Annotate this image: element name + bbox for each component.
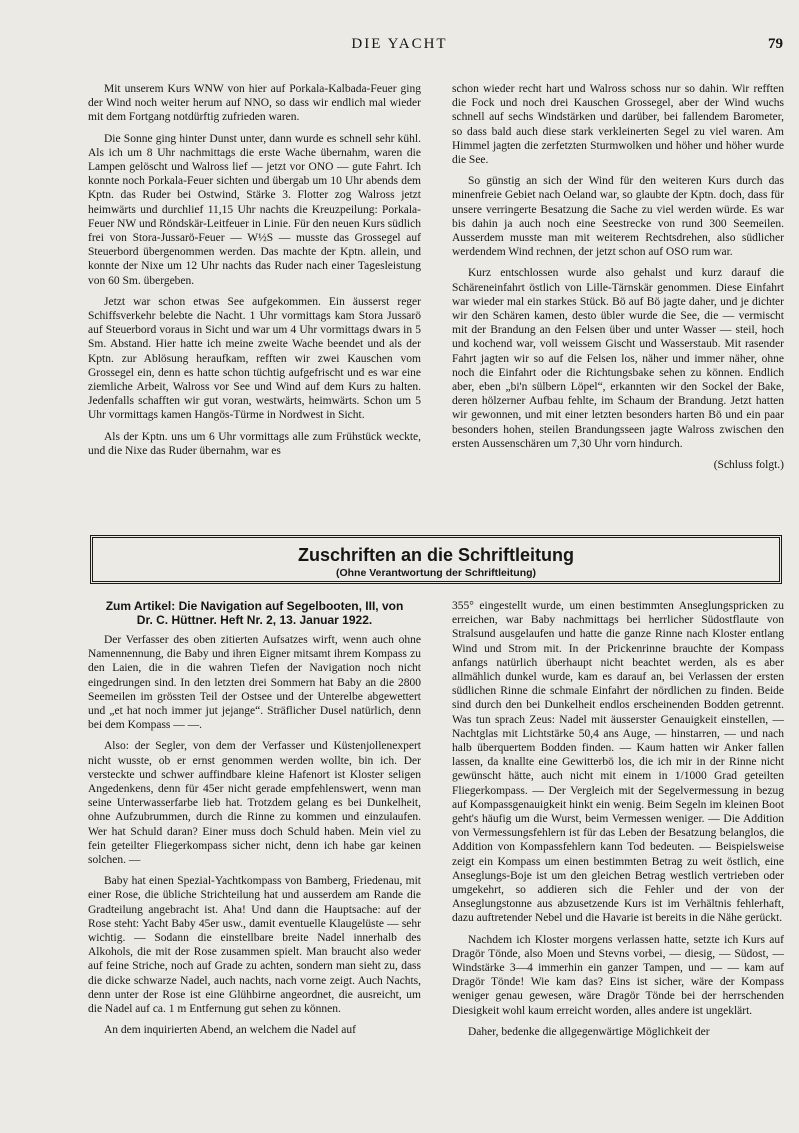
paragraph: Die Sonne ging hinter Dunst unter, dann wurde es schnell sehr kühl. Als ich um 8 Uhr nachmittags die erste Wache übernahm, waren die Lampen gelöscht und Walross lief — jetzt vor ONO — gute Fahrt. Ich konnte noch Porkala-Feuer sichten und übergab um 10 Uhr abends dem Kptn. das Ruder bei Ostwind, Stärke 3. Flotter zog Walross jetzt heimwärts und durchlief 11,15 Uhr nachts die Kreuzpeilung: Porkala-Feuer NW und Röndskär-Leitfeuer in Linie. Für den neuen Kurs südlich frei von Stora-Jussarö-Feuer — W½S — musste das Grossegel auf Steuerbord übergenommen werden. Das machte der Kptn. allein, und konnte der Nixe um 12 Uhr nachts das Ruder nach einer Tagesleistung von 60 Sm. übergeben. <box>88 132 421 287</box>
section-title: Zuschriften an die Schriftleitung <box>297 545 575 565</box>
paragraph: Baby hat einen Spezial-Yachtkompass von Bamberg, Friedenau, mit einer Rose, die übliche Strichteilung hat und ausserdem am Rande die Gradteilung angebracht ist. Aha! Und dann die Hauptsache: auf der Rose steht: Yacht Baby 45er usw., damit eventuelle Klaugelüste — sehr wichtig. — Sodann die einstellbare breite Nadel innerhalb des Alkohols, die mit der Rose zusammen spielt. Man braucht also weder auf feine Striche, noch auf Grade zu achten, sondern man sieht zu, dass die dicke schwarze Nadel, auch nachts, nach vorne zeigt. Auch Nachts, denn unter der Rose ist eine Glühbirne angeordnet, die ausreicht, um die Nadel auf ca. 1 m Entfernung gut sehen zu können. <box>88 875 421 1016</box>
article-heading-line: Zum Artikel: Die Navigation auf Segelbooten, III, von <box>105 599 404 613</box>
paragraph: Nachdem ich Kloster morgens verlassen hatte, setzte ich Kurs auf Dragör Tönde, also Moen und Stevns vorbei, — diesig, — Südost, — Windstärke 3—4 immerhin ein ganzer Tampen, und — — kam auf Dragör Tönde! Wie kam das? Eins ist sicher, wäre der Kompass weniger genau gewesen, wäre Dragör Tönde bei der herrschenden Diesigkeit wohl kaum erreicht worden, alles andere ist ungeklärt. <box>452 933 784 1017</box>
column-bottom-left <box>88 599 421 1044</box>
column-top-right <box>452 82 784 479</box>
paragraph: So günstig an sich der Wind für den weiteren Kurs durch das minenfreie Gebiet nach Oeland war, so glaubte der Kptn. doch, dass für unsere verringerte Besatzung die Sache zu viel werden würde. Es war bis dahin ja auch noch eine Seestrecke von rund 300 Seemeilen. Ausserdem musste man mit weiterem Rechtsdrehen, also südlicher werdendem Wind rechnen, der jetzt schon auf OSO rum war. <box>452 175 784 259</box>
paragraph: An dem inquirierten Abend, an welchem die Nadel auf <box>104 1024 356 1037</box>
section-subtitle: (Ohne Verantwortung der Schriftleitung) <box>335 567 537 579</box>
paragraph: Daher, bedenke die allgegenwärtige Möglichkeit der <box>468 1025 710 1038</box>
paragraph: Also: der Segler, von dem der Verfasser und Küstenjollenexpert nicht wusste, ob er ernst genommen werden wollte, bin ich. Der versteckte und schwer auffindbare kleine Hafenort ist Kloster seligen Angedenkens, denn für 45er nicht gerade empfehlenswert, wenn man seine Unterwasserfarbe lieb hat. Trotzdem gelang es bei Dunkelheit, ohne Aufzubrummen, durch die Rinne zu kommen und einzulaufen. Wer hat Schuld daran? Einer muss doch Schuld haben. Mein viel zu fein geteilter Fliegerkompass sicher nicht, denn ich habe gar keinen solchen. — <box>88 740 421 867</box>
article-heading-line: Dr. C. Hüttner. Heft Nr. 2, 13. Januar 1922. <box>136 613 373 627</box>
running-header-title: DIE YACHT <box>351 36 448 52</box>
page-number: 79 <box>768 36 783 52</box>
continued-note: (Schluss folgt.) <box>713 459 784 472</box>
column-top-left <box>88 82 421 465</box>
section-banner <box>90 535 782 584</box>
article-heading <box>88 599 421 627</box>
paragraph: schon wieder recht hart und Walross schoss nur so dahin. Wir refften die Fock und noch drei Kauschen Grossegel, aber der Wind wuchs schnell auf sechs Windstärken und darüber, bei fallendem Barometer, so dass bald auch diese stark verkleinerten Segel zu viel waren. Am Himmel jagten die zerfetzten Sturmwolken und höher und höher wurde die See. <box>452 83 784 167</box>
paragraph: Jetzt war schon etwas See aufgekommen. Ein äusserst reger Schiffsverkehr belebte die Nacht. 1 Uhr vormittags kam Stora Jussarö auf Steuerbord voraus in Sicht und war um 4 Uhr vormittags dwars in 5 Sm. Abstand. Hier hatte ich meine zweite Wache beendet und als der Kptn. zur Ablösung heraufkam, refften wir zwei Kauschen vom Grossegel ein, denn es hatte schon tüchtig aufgefrischt und es war eine ziemliche Arbeit, Walross vor See und Wind auf dem Kurs zu halten. Jedenfalls schafften wir gut voran, westwärts, heimwärts. Schon um 5 Uhr vormittags kamen Hangös-Türme in Nordwest in Sicht. <box>88 295 421 422</box>
paragraph: Mit unserem Kurs WNW von hier auf Porkala-Kalbada-Feuer ging der Wind noch weiter herum auf NNO, so dass wir endlich mal wieder mit dem Fortgang notdürftig zufrieden waren. <box>88 83 421 124</box>
paragraph: Der Verfasser des oben zitierten Aufsatzes wirft, wenn auch ohne Namennennung, die Baby und ihren Eigner mitsamt ihrem Kompass zu den Laien, die in die wahren Tiefen der Navigation noch nicht eingedrungen sind. In den letzten drei Sommern hat Baby an die 2800 Seemeilen im grössten Teil der Ostsee und der Unterelbe abgewettert und „et hat noch immer jut jejange“. Sträflicher Dusel natürlich, denn bei dem Kompass — —. <box>88 634 421 732</box>
paragraph: 355° eingestellt wurde, um einen bestimmten Anseglungspricken zu erreichen, war Baby nachmittags bei herrlicher Südostflaute von Stralsund ausgelaufen und hatte die ganze Rinne nach Kloster entlang Wind und Strom mit. In der Prickenrinne brauchte der Kompass anfangs natürlich überhaupt nicht beachtet werden, als es aber allmählich dunkel wurde, kam es darauf an, bei Verlassen der ersten südlichen Rinne die schmale Einfahrt der nördlichen zu finden. Beide sind durch den bei Dunkelheit endlos erscheinenden Bodden getrennt. Was tun sprach Zeus: Nadel mit äusserster Genauigkeit einstellen, — Nachtglas mit Lichtstärke 50,4 ans Auge, — hinstarren, — und nach halb überquertem Bodden finden. — Kaum hatten wir Anker fallen lassen, da knallte eine Gewitterbö los, die ich mir in der Rinne nicht gewünscht hätte, auch nicht mit einem in 1/1000 Grad geteilten Fliegerkompass. — Der Vergleich mit der Segelvermessung in bezug auf Kompassgenauigkeit hinkt ein wenig. Beim Segeln im kleinen Boot geht's häufig um die Wurst, beim Vermessen weniger. — Die Addition von Vermessungsfehlern ist für das Leben der Besatzung belanglos, die Addition von Kompassfehlern kann Tod bedeuten. — Beispielsweise zeigt ein Kompass um einen bestimmten Betrag zu weit östlich, eine Anseglungs-Boje ist um den gleichen Betrag westlich vertrieben oder umgekehrt, so addieren sich die Fehler und der von der Anseglungstonne aus abzusetzende Kurs ist im Verhältnis fehlerhaft, dazu auftretender Nebel und die Havarie ist bereits in die Nähe gerückt. <box>452 600 784 925</box>
paragraph: Kurz entschlossen wurde also gehalst und kurz darauf die Schäreneinfahrt östlich von Lille-Tärnskär genommen. Diese Einfahrt war wieder mal ein starkes Stück. Bö auf Bö jagte daher, und je dichter wir den Schären kamen, desto übler wurde die See, die — vermischt mit der Brandung an den Felsen über und unter Wasser — steil, hoch und kochend war, voll weissem Gischt und Wasserstaub. Mit rasender Fahrt jagten wir so auf die Felsen los, näher und immer näher, ohne noch die Einfahrt oder die Richtungsbake sehen zu können. Endlich aber, eben „bi'n sülbern Löpel“, erkannten wir den Sockel der Bake, deren hölzerner Aufbau fehlte, im Schaum der Brandung. Jetzt hatten wir gewonnen, und mit einer letzten besonders harten Bö und ein paar besonders hohen, steilen Brandungsseen jagte Walross zwischen den ersten Aussenschären um 7,30 Uhr vorn hindurch. <box>452 267 784 450</box>
paragraph: Als der Kptn. uns um 6 Uhr vormittags alle zum Frühstück weckte, und die Nixe das Ruder übernahm, war es <box>88 430 421 457</box>
column-bottom-right <box>452 599 784 1046</box>
